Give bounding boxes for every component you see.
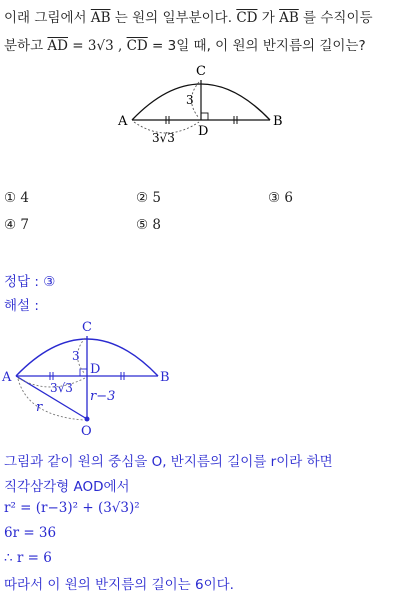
segment-cd-label: $\overline{CD}$ [126, 38, 148, 54]
segment-ad-label: $\overline{AD}$ [47, 38, 68, 54]
arc-ab-label: $\overline{AB}$ [90, 10, 111, 26]
center-o-point [85, 417, 90, 422]
label-a: A [118, 114, 128, 129]
choice-4[interactable] [4, 217, 29, 233]
label-b: B [160, 370, 170, 385]
label-b: B [273, 114, 283, 129]
label-d: D [198, 124, 209, 139]
explanation-label: 해설 : [4, 298, 39, 314]
label-r-minus-3: r−3 [90, 389, 116, 404]
choice-number: ③ [268, 190, 281, 206]
figure-question [110, 60, 300, 150]
solution-line-1: 그림과 같이 원의 중심을 O, 반지름의 길이를 r이라 하면 [4, 454, 333, 470]
segment-cd-label: $\overline{CD}$ [236, 10, 258, 26]
figure-solution [0, 316, 190, 440]
question-text: 이래 그림에서 [4, 10, 91, 26]
choice-3[interactable] [268, 190, 293, 206]
question-line-2 [4, 34, 366, 54]
answer-label: 정답 : ③ [4, 274, 56, 290]
solution-conclusion: 따라서 이 원의 반지름의 길이는 6이다. [4, 577, 234, 593]
question-text: 분하고 [4, 38, 48, 54]
choice-value: 7 [20, 217, 29, 233]
choice-5[interactable] [136, 217, 161, 233]
label-c: C [82, 320, 92, 335]
choice-2[interactable] [136, 190, 161, 206]
segment-ab-label: $\overline{AB}$ [279, 10, 299, 26]
label-a: A [2, 370, 12, 385]
solution-equation-3: ∴ r = 6 [4, 550, 52, 566]
choice-value: 8 [152, 217, 161, 233]
label-c: C [196, 64, 206, 79]
label-o: O [81, 424, 92, 439]
choice-value: 4 [20, 190, 29, 206]
question-text: = 3일 때, 이 원의 반지름의 길이는? [147, 38, 366, 54]
label-cd-length: 3 [72, 349, 80, 363]
choice-number: ② [136, 190, 149, 206]
choice-number: ④ [4, 217, 17, 233]
question-line-1 [4, 6, 373, 26]
choice-value: 5 [152, 190, 161, 206]
solution-equation-2: 6r = 36 [4, 525, 57, 541]
question-text: = 3√3 , [68, 38, 127, 54]
question-text: 를 수직이등 [298, 10, 373, 26]
choice-number: ⑤ [136, 217, 149, 233]
question-text: 는 원의 일부분이다. [110, 10, 237, 26]
right-angle-mark [201, 113, 208, 120]
label-r: r [36, 400, 43, 415]
label-d: D [90, 362, 101, 377]
label-cd-length: 3 [186, 93, 194, 107]
solution-line-2: 직각삼각형 AOD에서 [4, 479, 130, 495]
question-text: 가 [257, 10, 280, 26]
label-ad-length: 3√3 [152, 131, 175, 145]
choice-value: 6 [284, 190, 293, 206]
choice-1[interactable] [4, 190, 29, 206]
solution-equation-1: r² = (r−3)² + (3√3)² [4, 500, 140, 516]
label-ad-length: 3√3 [50, 381, 73, 395]
choice-number: ① [4, 190, 17, 206]
